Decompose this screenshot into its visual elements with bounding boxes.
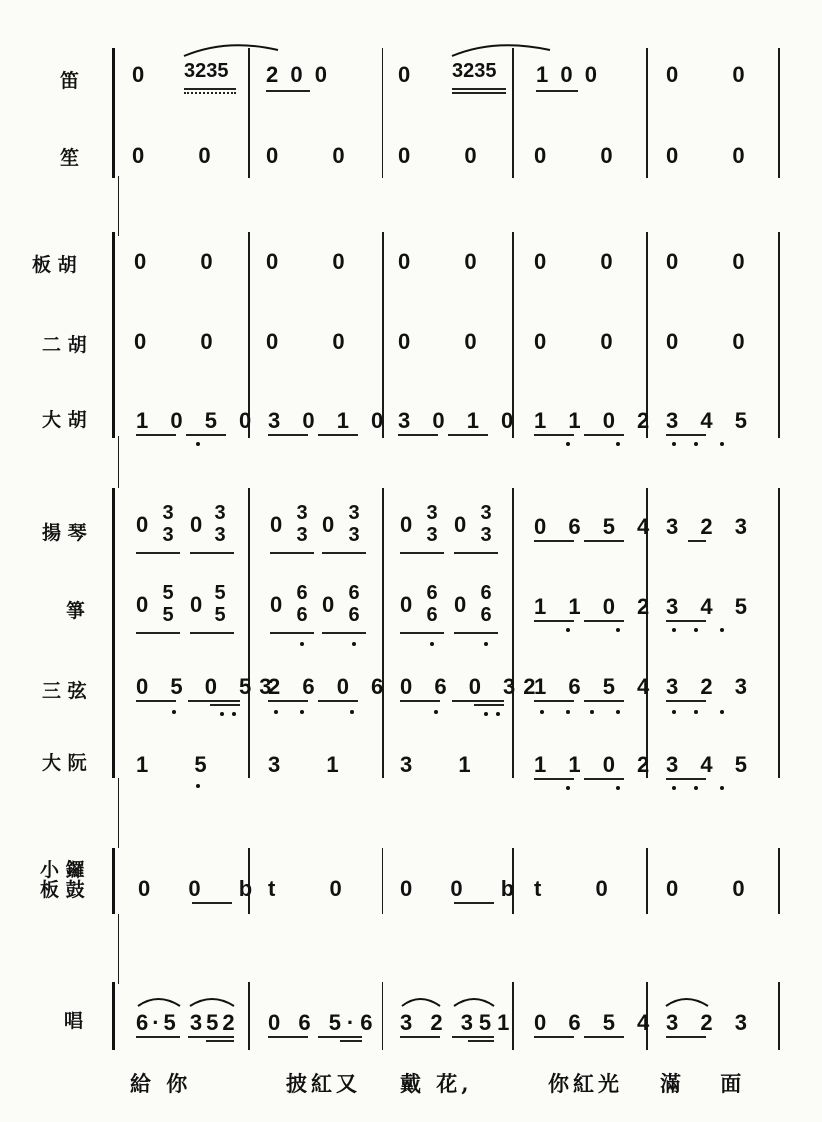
- bracket-voice: [112, 982, 115, 1050]
- stacked-note: 3 3: [214, 502, 226, 546]
- barline: [778, 232, 780, 438]
- label-dahu: 大 胡: [42, 409, 87, 431]
- note-cell: 2 0 0: [266, 62, 330, 87]
- note-cell: 0 0: [134, 329, 237, 354]
- lyric: 披紅又: [286, 1071, 361, 1096]
- underline: [666, 778, 706, 780]
- underline: [136, 1036, 180, 1038]
- barline: [778, 848, 780, 914]
- underline: [666, 1036, 706, 1038]
- low-dot: [566, 710, 570, 714]
- underline: [190, 632, 234, 634]
- note-cell: 0: [400, 512, 416, 537]
- underline: [322, 552, 366, 554]
- underline: [398, 434, 438, 436]
- label-banhu: 板 胡: [32, 254, 77, 276]
- label-erhu: 二 胡: [42, 334, 87, 356]
- low-dot: [616, 786, 620, 790]
- low-dot: [430, 642, 434, 646]
- note-cell: 0 0 b: [400, 876, 531, 901]
- note-cell: 3 1: [268, 752, 359, 777]
- underline: [534, 434, 574, 436]
- underline: [584, 1036, 624, 1038]
- underline: [206, 1040, 234, 1042]
- note-cell: 3 2 351: [400, 1010, 516, 1035]
- underline: [474, 704, 504, 706]
- note-cell: 0 0: [132, 143, 235, 168]
- note-cell: 1 0 0: [536, 62, 600, 87]
- note-cell: 3 2 3: [666, 514, 755, 539]
- underline: [184, 88, 236, 90]
- note-cell: 0: [190, 592, 206, 617]
- underline: [186, 434, 226, 436]
- underline: [188, 700, 240, 702]
- label-luo: 小 鑼: [40, 859, 85, 881]
- note-cell: 2 6 0 6: [268, 674, 392, 699]
- underline: [322, 632, 366, 634]
- underline: [318, 1036, 362, 1038]
- stacked-note: 5 5: [162, 582, 174, 626]
- underline: [136, 632, 180, 634]
- underline: [190, 552, 234, 554]
- note-cell: 0 6 5 4: [534, 514, 658, 539]
- stacked-note: 6 6: [348, 582, 360, 626]
- underline: [270, 632, 314, 634]
- barline: [248, 48, 250, 178]
- note-cell: 0 5 0 53: [136, 674, 280, 699]
- slur-mark: [136, 994, 182, 1008]
- note-cell: 0: [322, 592, 338, 617]
- low-dot: [566, 628, 570, 632]
- low-dot: [484, 642, 488, 646]
- stacked-note: 3 3: [480, 502, 492, 546]
- low-dot: [672, 442, 676, 446]
- note-cell: 0: [454, 592, 470, 617]
- barline: [512, 48, 514, 178]
- note-cell: 3 2 3: [666, 674, 755, 699]
- underline: [268, 1036, 308, 1038]
- low-dot: [672, 786, 676, 790]
- system-connector: [118, 436, 119, 488]
- system-connector: [118, 778, 119, 848]
- barline: [778, 48, 780, 178]
- note-cell: 0 0: [666, 876, 769, 901]
- note-cell: 0 0: [398, 249, 501, 274]
- note-cell: 3 0 1 0: [268, 408, 392, 433]
- note-cell: 3 0 1 0: [398, 408, 522, 433]
- low-dot: [616, 710, 620, 714]
- note-cell: t 0: [534, 876, 632, 901]
- low-dot: [434, 710, 438, 714]
- underline: [340, 1040, 362, 1042]
- underline: [318, 700, 358, 702]
- note-cell: 3235: [452, 60, 497, 82]
- stacked-note: 3 3: [426, 502, 438, 546]
- slur-mark: [664, 994, 710, 1008]
- note-cell: 3 4 5: [666, 408, 755, 433]
- note-cell: 0: [190, 512, 206, 537]
- system-connector: [118, 176, 119, 236]
- low-dot: [300, 642, 304, 646]
- note-cell: 0 0: [666, 62, 769, 87]
- note-cell: 6·5 352: [136, 1010, 239, 1035]
- low-dot: [720, 786, 724, 790]
- barline: [248, 488, 250, 778]
- barline: [512, 488, 514, 778]
- note-cell: 0: [454, 512, 470, 537]
- note-cell: t 0: [268, 876, 366, 901]
- note-cell: 0: [270, 512, 286, 537]
- slur-mark: [450, 40, 554, 60]
- barline: [382, 48, 383, 178]
- low-dot: [274, 710, 278, 714]
- underline: [584, 778, 624, 780]
- note-cell: 1 6 5 4: [534, 674, 658, 699]
- underline: [136, 434, 176, 436]
- low-dot: [694, 628, 698, 632]
- note-cell: 0 0: [266, 249, 369, 274]
- underline: [454, 552, 498, 554]
- low-dot: [616, 628, 620, 632]
- low-dot: [300, 710, 304, 714]
- underline: [266, 90, 310, 92]
- underline: [534, 700, 574, 702]
- label-chang: 唱: [64, 1010, 84, 1032]
- underline: [192, 902, 232, 904]
- underline: [584, 700, 624, 702]
- bracket-percussion: [112, 848, 115, 914]
- underline: [210, 704, 240, 706]
- underline: [534, 778, 574, 780]
- low-dot: [672, 628, 676, 632]
- low-dot: [616, 442, 620, 446]
- note-cell: 0 0: [134, 249, 237, 274]
- stacked-note: 6 6: [296, 582, 308, 626]
- note-cell: 0 0: [266, 143, 369, 168]
- note-cell: 0 0: [398, 143, 501, 168]
- low-dot: [484, 712, 488, 716]
- barline: [248, 982, 250, 1050]
- underline: [400, 700, 440, 702]
- underline: [184, 92, 236, 94]
- label-sheng: 笙: [60, 147, 80, 169]
- lyric: 你紅光: [548, 1071, 623, 1096]
- bracket-hu: [112, 232, 115, 438]
- low-dot: [720, 442, 724, 446]
- barline: [646, 48, 648, 178]
- note-cell: 0 0: [666, 329, 769, 354]
- underline: [534, 540, 574, 542]
- note-cell: 0 0: [534, 329, 637, 354]
- note-cell: 1 1 0 2: [534, 594, 658, 619]
- barline: [382, 982, 383, 1050]
- underline: [136, 552, 180, 554]
- underline: [536, 90, 578, 92]
- barline: [382, 848, 383, 914]
- label-yangqin: 揚 琴: [42, 522, 87, 544]
- slur-mark: [452, 994, 496, 1008]
- low-dot: [172, 710, 176, 714]
- label-sanxian: 三 弦: [42, 680, 87, 702]
- slur-mark: [400, 994, 442, 1008]
- underline: [400, 552, 444, 554]
- note-cell: 0 6 5 4: [534, 1010, 658, 1035]
- underline: [452, 700, 504, 702]
- note-cell: 0: [398, 62, 414, 87]
- note-cell: 0: [400, 592, 416, 617]
- underline: [534, 1036, 574, 1038]
- low-dot: [590, 710, 594, 714]
- underline: [318, 434, 358, 436]
- note-cell: 0 6 5·6: [268, 1010, 379, 1035]
- underline: [584, 620, 624, 622]
- system-connector: [118, 914, 119, 984]
- low-dot: [220, 712, 224, 716]
- low-dot: [694, 786, 698, 790]
- bracket-plucked: [112, 488, 115, 778]
- low-dot: [720, 710, 724, 714]
- underline: [452, 1036, 494, 1038]
- low-dot: [496, 712, 500, 716]
- underline: [534, 620, 574, 622]
- note-cell: 3 4 5: [666, 752, 755, 777]
- barline: [778, 982, 780, 1050]
- low-dot: [566, 442, 570, 446]
- underline: [666, 620, 706, 622]
- stacked-note: 3 3: [296, 502, 308, 546]
- low-dot: [720, 628, 724, 632]
- slur-mark: [182, 40, 282, 60]
- note-cell: 3235: [184, 60, 229, 82]
- note-cell: 1 0 5 0: [136, 408, 260, 433]
- stacked-note: 3 3: [162, 502, 174, 546]
- low-dot: [566, 786, 570, 790]
- underline: [188, 1036, 234, 1038]
- note-cell: 0 0: [266, 329, 369, 354]
- low-dot: [196, 784, 200, 788]
- underline: [400, 632, 444, 634]
- note-cell: 3 4 5: [666, 594, 755, 619]
- stacked-note: 6 6: [426, 582, 438, 626]
- stacked-note: 5 5: [214, 582, 226, 626]
- note-cell: 0 6 0 32: [400, 674, 544, 699]
- label-dizi: 笛: [60, 70, 80, 92]
- label-daruan: 大 阮: [42, 752, 87, 774]
- underline: [666, 434, 706, 436]
- low-dot: [350, 710, 354, 714]
- underline: [452, 88, 506, 90]
- note-cell: 1 5: [136, 752, 227, 777]
- low-dot: [196, 442, 200, 446]
- note-cell: 0 0 b: [138, 876, 269, 901]
- slur-mark: [188, 994, 236, 1008]
- underline: [584, 434, 624, 436]
- low-dot: [694, 710, 698, 714]
- label-qin: 箏: [66, 600, 86, 622]
- underline: [666, 700, 706, 702]
- underline: [268, 700, 308, 702]
- low-dot: [672, 710, 676, 714]
- bracket-wind: [112, 48, 115, 178]
- low-dot: [694, 442, 698, 446]
- lyric: 給 你: [130, 1071, 192, 1096]
- low-dot: [540, 710, 544, 714]
- barline: [646, 848, 648, 914]
- stacked-note: 3 3: [348, 502, 360, 546]
- underline: [688, 540, 706, 542]
- label-gu: 板 鼓: [40, 879, 85, 901]
- note-cell: 0 0: [534, 143, 637, 168]
- underline: [268, 434, 308, 436]
- stacked-note: 6 6: [480, 582, 492, 626]
- note-cell: 0 0: [534, 249, 637, 274]
- note-cell: 0: [132, 62, 148, 87]
- note-cell: 0 0: [666, 143, 769, 168]
- lyric: 滿 面: [660, 1071, 758, 1096]
- underline: [448, 434, 488, 436]
- barline: [382, 488, 384, 778]
- note-cell: 0: [322, 512, 338, 537]
- underline: [452, 92, 506, 94]
- underline: [584, 540, 624, 542]
- underline: [270, 552, 314, 554]
- underline: [136, 700, 176, 702]
- note-cell: 0: [136, 512, 152, 537]
- lyric: 戴 花,: [400, 1071, 473, 1096]
- note-cell: 3 1: [400, 752, 491, 777]
- note-cell: 1 1 0 2: [534, 752, 658, 777]
- underline: [454, 632, 498, 634]
- barline: [778, 488, 780, 778]
- underline: [454, 902, 494, 904]
- note-cell: 3 2 3: [666, 1010, 755, 1035]
- note-cell: 0: [136, 592, 152, 617]
- note-cell: 0 0: [666, 249, 769, 274]
- note-cell: 0: [270, 592, 286, 617]
- low-dot: [352, 642, 356, 646]
- note-cell: 1 1 0 2: [534, 408, 658, 433]
- note-cell: 0 0: [398, 329, 501, 354]
- underline: [400, 1036, 440, 1038]
- underline: [468, 1040, 494, 1042]
- low-dot: [232, 712, 236, 716]
